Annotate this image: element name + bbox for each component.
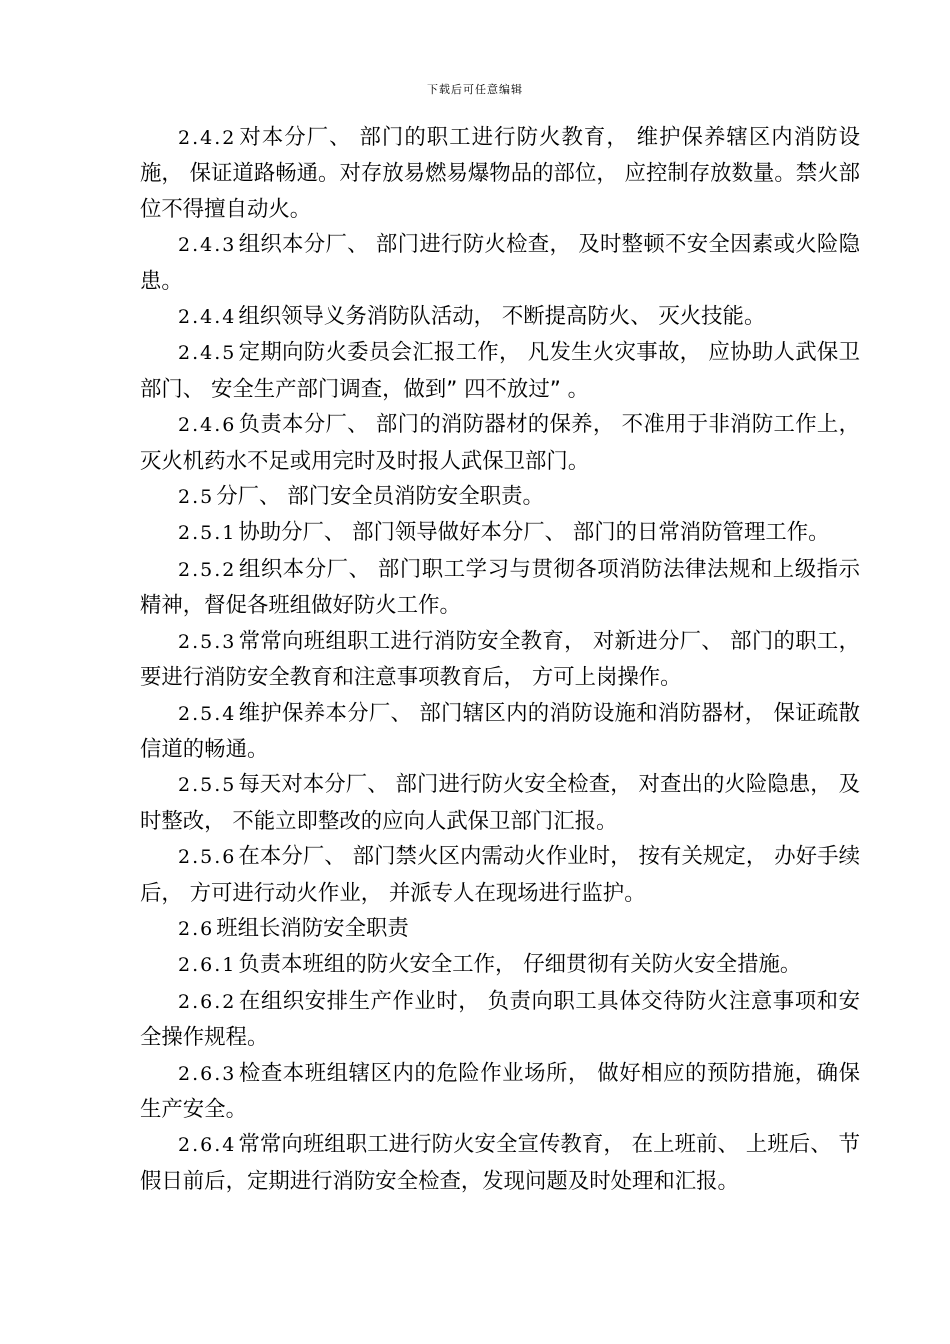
paragraph (140, 1127, 860, 1199)
paragraph (140, 227, 860, 299)
section-number: 2.5.3 (178, 630, 237, 653)
section-number: 2.4.2 (178, 127, 237, 149)
section-number: 2.5 (178, 486, 215, 509)
paragraph (140, 984, 860, 1056)
section-number: 2.6.4 (178, 1134, 237, 1157)
paragraph-text: 在组织安排生产作业时， 负责向职工具体交待防火注意事项和安全操作规程。 (140, 988, 860, 1051)
section-number: 2.6 (178, 917, 215, 940)
paragraph-text: 常常向班组职工进行消防安全教育， 对新进分厂、 部门的职工， 要进行消防安全教育和注意事项教育后， 方可上岗操作。 (140, 628, 860, 691)
paragraph (140, 515, 860, 551)
paragraph (140, 120, 860, 227)
paragraph-text: 在本分厂、 部门禁火区内需动火作业时， 按有关规定， 办好手续后， 方可进行动火作业， 并派专人在现场进行监护。 (140, 844, 860, 906)
paragraph (140, 335, 860, 407)
section-number: 2.5.6 (178, 846, 237, 869)
section-number: 2.5.2 (178, 558, 237, 581)
section-number: 2.5.4 (178, 702, 237, 725)
paragraph-text: 组织领导义务消防队活动， 不断提高防火、 灭火技能。 (238, 304, 766, 330)
paragraph (140, 1056, 860, 1128)
paragraph (140, 299, 860, 335)
paragraph-text: 分厂、 部门安全员消防安全职责。 (216, 484, 544, 510)
paragraph-text: 定期向防火委员会汇报工作， 凡发生火灾事故， 应协助人武保卫部门、 安全生产部门调查，做到” 四不放过” 。 (140, 340, 860, 402)
paragraph (140, 767, 860, 839)
page-header: 下载后可任意编辑 (427, 83, 523, 96)
paragraph-text: 维护保养本分厂、 部门辖区内的消防设施和消防器材， 保证疏散信道的畅通。 (140, 700, 860, 762)
paragraph (140, 696, 860, 768)
paragraph (140, 839, 860, 911)
paragraph-text: 班组长消防安全职责 (216, 915, 409, 941)
section-number: 2.5.5 (178, 774, 237, 797)
paragraph-text: 负责本分厂、 部门的消防器材的保养， 不准用于非消防工作上，灭火机药水不足或用完时及时报人武保卫部门。 (140, 412, 860, 474)
section-number: 2.4.4 (178, 306, 237, 329)
paragraph-text: 负责本班组的防火安全工作， 仔细贯彻有关防火安全措施。 (238, 952, 802, 978)
document-body (140, 120, 860, 1199)
section-number: 2.4.3 (178, 234, 237, 257)
section-number: 2.6.2 (178, 990, 237, 1013)
paragraph (140, 911, 860, 947)
section-number: 2.5.1 (178, 522, 237, 545)
paragraph (140, 407, 860, 479)
section-number: 2.6.1 (178, 954, 237, 977)
paragraph (140, 947, 860, 983)
paragraph-text: 常常向班组职工进行防火安全宣传教育， 在上班前、 上班后、 节假日前后，定期进行消防安全检查，发现问题及时处理和汇报。 (140, 1132, 860, 1194)
paragraph-text: 检查本班组辖区内的危险作业场所， 做好相应的预防措施，确保生产安全。 (140, 1060, 860, 1122)
paragraph-text: 组织本分厂、 部门进行防火检查， 及时整顿不安全因素或火险隐患。 (140, 232, 860, 294)
paragraph (140, 552, 860, 624)
paragraph-text: 对本分厂、 部门的职工进行防火教育， 维护保养辖区内消防设施， 保证道路畅通。对存放易燃易爆物品的部位， 应控制存放数量。禁火部位不得擅自动火。 (140, 125, 860, 222)
section-number: 2.4.5 (178, 342, 237, 365)
paragraph-text: 组织本分厂、 部门职工学习与贯彻各项消防法律法规和上级指示精神，督促各班组做好防火工作。 (140, 556, 860, 619)
paragraph (140, 624, 860, 696)
section-number: 2.4.6 (178, 414, 237, 437)
paragraph (140, 479, 860, 515)
section-number: 2.6.3 (178, 1062, 237, 1085)
paragraph-text: 每天对本分厂、 部门进行防火安全检查， 对查出的火险隐患， 及时整改， 不能立即整改的应向人武保卫部门汇报。 (140, 772, 860, 834)
paragraph-text: 协助分厂、 部门领导做好本分厂、 部门的日常消防管理工作。 (238, 520, 830, 546)
